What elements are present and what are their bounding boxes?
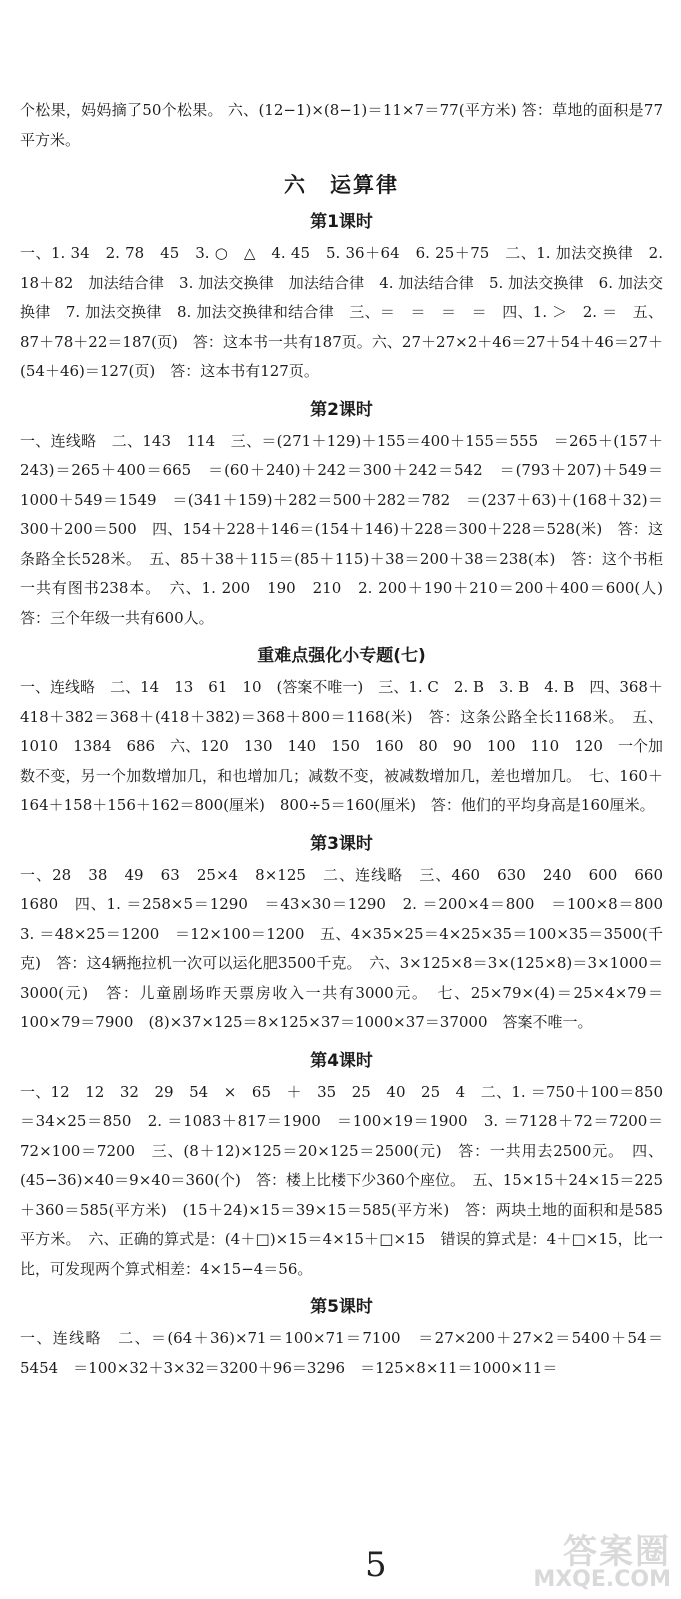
chapter-title: 六 运算律 <box>284 173 399 197</box>
handwritten-page-mark: 5 <box>365 1545 387 1585</box>
lesson-1-answers: 一、1. 34 2. 78 45 3. ○ △ 4. 45 5. 36＋64 6. 25＋75 二、1. 加法交换律 2. 18＋82 加法结合律 3. 加法交换律 加法结合律 4. 加法结合律 5. 加法交换律 6. 加法交换律 7. 加法交换律 8. 加法交换律和结合律 三、＝ ＝ ＝ ＝ 四、1. ＞ 2. ＝ 五、87＋78＋22＝187(页) 答：这本书一共有187页。六、27＋27×2＋46＝27＋54＋46＝27＋(54＋46)＝127(页) 答：这本书有127页。 <box>20 244 663 380</box>
site-watermark <box>533 1532 671 1592</box>
section-title-lesson-1: 第1课时 <box>310 212 373 232</box>
section-title-lesson-3: 第3课时 <box>310 833 373 854</box>
lesson-2-answers: 一、连线略 二、143 114 三、＝(271＋129)＋155＝400＋155＝555 ＝265＋(157＋243)＝265＋400＝665 ＝(60＋240)＋242＝300＋242＝542 ＝(793＋207)＋549＝1000＋549＝1549 ＝(341＋159)＋282＝500＋282＝782 ＝(237＋63)＋(168＋32)＝300＋200＝500 四、154＋228＋146＝(154＋146)＋228＝300＋228＝528(米) 答：这条路全长528米。 五、85＋38＋115＝(85＋115)＋38＝200＋38＝238(本) 答：这个书柜一共有图书238本。 六、1. 200 190 210 2. 200＋190＋210＝200＋400＝600(人) 答：三个年级一共有600人。 <box>20 431 679 627</box>
watermark-domain: MXQE.COM <box>533 1567 671 1592</box>
section-title-lesson-4: 第4课时 <box>310 1050 373 1071</box>
section-title-special-topic: 重难点强化小专题(七) <box>257 646 426 666</box>
section-title-lesson-5: 第5课时 <box>310 1297 373 1317</box>
lesson-5-answers: 一、连线略 二、＝(64＋36)×71＝100×71＝7100 ＝27×200＋27×2＝5400＋54＝5454 ＝100×32＋3×32＝3200＋96＝3296 ＝125×8×11＝1000×11＝ <box>20 1329 663 1377</box>
lesson-3-answers: 一、28 38 49 63 25×4 8×125 二、连线略 三、460 630 240 600 660 1680 四、1. ＝258×5＝1290 ＝43×30＝1290 2. ＝200×4＝800 ＝100×8＝800 3. ＝48×25＝1200 ＝12×100＝1200 五、4×35×25＝4×25×35＝100×35＝3500(千克) 答：这4辆拖拉机一次可以运化肥3500千克。 六、3×125×8＝3×(125×8)＝3×1000＝3000(元) 答：儿童剧场昨天票房收入一共有3000元。 七、25×79×(4)＝25×4×79＝100×79＝7900 (8)×37×125＝8×125×37＝1000×37＝37000 答案不唯一。 <box>20 865 679 1031</box>
special-topic-answers: 一、连线略 二、14 13 61 10 (答案不唯一) 三、1. C 2. B 3. B 4. B 四、368＋418＋382＝368＋(418＋382)＝368＋800＝1168(米) 答：这条公路全长1168米。 五、1010 1384 686 六、120 130 140 150 160 80 90 100 110 120 一个加数不变，另一个加数增加几，和也增加几；减数不变，被减数增加几，差也增加几。 七、160＋164＋158＋156＋162＝800(厘米) 800÷5＝160(厘米) 答：他们的平均身高是160厘米。 <box>20 678 663 814</box>
section-title-lesson-2: 第2课时 <box>310 399 373 420</box>
watermark-chinese: 答案圈 <box>563 1532 671 1572</box>
continued-paragraph: 个松果，妈妈摘了50个松果。 六、(12−1)×(8−1)＝11×7＝77(平方米) 答：草地的面积是77平方米。 <box>20 101 663 149</box>
lesson-4-answers: 一、12 12 32 29 54 × 65 ＋ 35 25 40 25 4 二、1. ＝750＋100＝850 ＝34×25＝850 2. ＝1083＋817＝1900 ＝100×19＝1900 3. ＝7128＋72＝7200＝72×100＝7200 三、(8＋12)×125＝20×125＝2500(元) 答：一共用去2500元。 四、(45−36)×40＝9×40＝360(个) 答：楼上比楼下少360个座位。 五、15×15＋24×15＝225＋360＝585(平方米) (15＋24)×15＝39×15＝585(平方米) 答：两块土地的面积和是585平方米。 六、正确的算式是：(4＋□)×15＝4×15＋□×15 错误的算式是：4＋□×15，比一比，可发现两个算式相差：4×15−4＝56。 <box>20 1082 679 1278</box>
